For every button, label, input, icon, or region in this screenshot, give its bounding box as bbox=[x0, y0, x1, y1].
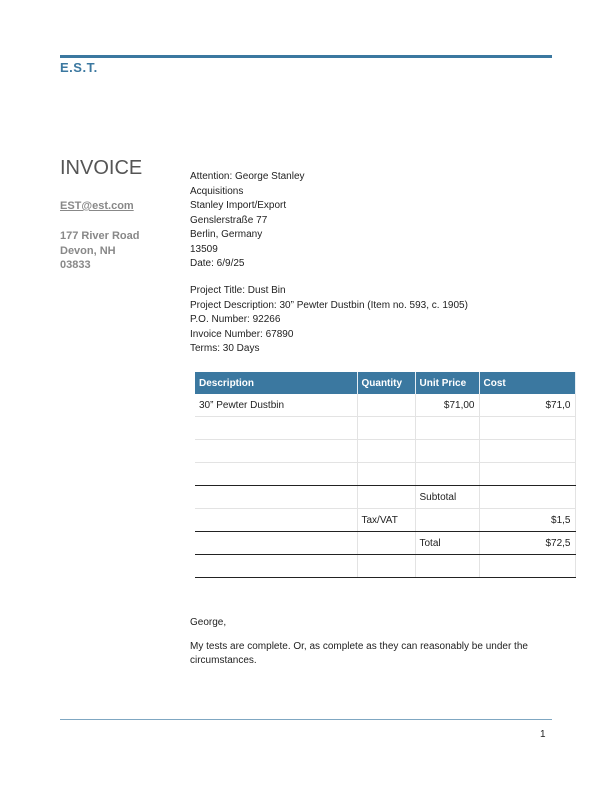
table-cell bbox=[195, 417, 357, 440]
page-number: 1 bbox=[540, 729, 546, 740]
address-line: 177 River Road bbox=[60, 230, 140, 242]
table-cell bbox=[479, 555, 575, 578]
footer-rule bbox=[60, 719, 552, 720]
project-description: Project Description: 30” Pewter Dustbin (Item no. 593, c. 1905) bbox=[190, 299, 468, 311]
table-cell bbox=[357, 555, 415, 578]
recipient-line: Berlin, Germany bbox=[190, 229, 263, 240]
table-cell bbox=[415, 463, 479, 486]
recipient-block bbox=[190, 170, 305, 272]
recipient-line: 13509 bbox=[190, 243, 218, 255]
recipient-line: Attention: George Stanley bbox=[190, 171, 305, 182]
table-cell bbox=[357, 440, 415, 463]
subtotal-value bbox=[479, 486, 575, 509]
address-line: 03833 bbox=[60, 259, 91, 271]
table-cell bbox=[357, 532, 415, 555]
table-cell: $71,00 bbox=[415, 394, 479, 417]
terms: Terms: 30 Days bbox=[190, 343, 260, 354]
column-header-description: Description bbox=[195, 372, 357, 394]
total-row bbox=[195, 532, 575, 555]
table-cell bbox=[357, 486, 415, 509]
invoice-date: Date: 6/9/25 bbox=[190, 258, 245, 269]
column-header-cost: Cost bbox=[479, 372, 575, 394]
table-cell bbox=[479, 463, 575, 486]
total-label: Total bbox=[415, 532, 479, 555]
sender-email-link[interactable]: EST@est.com bbox=[60, 200, 134, 212]
table-header-row bbox=[195, 372, 575, 394]
total-value: $72,5 bbox=[479, 532, 575, 555]
recipient-line: Genslerstraße 77 bbox=[190, 214, 268, 226]
column-header-quantity: Quantity bbox=[357, 372, 415, 394]
table-cell bbox=[357, 463, 415, 486]
column-header-unit-price: Unit Price bbox=[415, 372, 479, 394]
invoice-number: Invoice Number: 67890 bbox=[190, 328, 294, 340]
project-title: Project Title: Dust Bin bbox=[190, 285, 286, 296]
table-cell bbox=[195, 532, 357, 555]
brand-name: E.S.T. bbox=[60, 60, 98, 75]
recipient-line: Acquisitions bbox=[190, 185, 244, 197]
table-row bbox=[195, 555, 575, 578]
table-cell bbox=[415, 555, 479, 578]
table-cell bbox=[415, 440, 479, 463]
invoice-title: INVOICE bbox=[60, 157, 143, 179]
po-number: P.O. Number: 92266 bbox=[190, 314, 281, 325]
project-details bbox=[190, 284, 468, 357]
table-cell bbox=[195, 486, 357, 509]
letter-greeting: George, bbox=[190, 617, 227, 628]
tax-label: Tax/VAT bbox=[357, 509, 415, 532]
table-row bbox=[195, 440, 575, 463]
tax-row bbox=[195, 509, 575, 532]
table-cell bbox=[415, 509, 479, 532]
invoice-table bbox=[195, 372, 571, 578]
header-rule bbox=[60, 55, 552, 58]
table-cell bbox=[357, 417, 415, 440]
table-cell: 30” Pewter Dustbin bbox=[195, 394, 357, 417]
tax-value: $1,5 bbox=[479, 509, 575, 532]
table-row bbox=[195, 394, 575, 417]
recipient-line: Stanley Import/Export bbox=[190, 200, 287, 211]
table-cell: $71,0 bbox=[479, 394, 575, 417]
table-row bbox=[195, 417, 575, 440]
table-row bbox=[195, 463, 575, 486]
table-cell bbox=[357, 394, 415, 417]
subtotal-row bbox=[195, 486, 575, 509]
table-cell bbox=[195, 463, 357, 486]
subtotal-label: Subtotal bbox=[415, 486, 479, 509]
sender-address bbox=[60, 229, 139, 273]
table-cell bbox=[479, 440, 575, 463]
table-cell bbox=[479, 417, 575, 440]
address-line: Devon, NH bbox=[60, 244, 116, 257]
table-cell bbox=[195, 509, 357, 532]
table-cell bbox=[195, 555, 357, 578]
letter-body: My tests are complete. Or, as complete as they can reasonably be under the circumstances. bbox=[190, 641, 528, 666]
table-cell bbox=[195, 440, 357, 463]
table-cell bbox=[415, 417, 479, 440]
